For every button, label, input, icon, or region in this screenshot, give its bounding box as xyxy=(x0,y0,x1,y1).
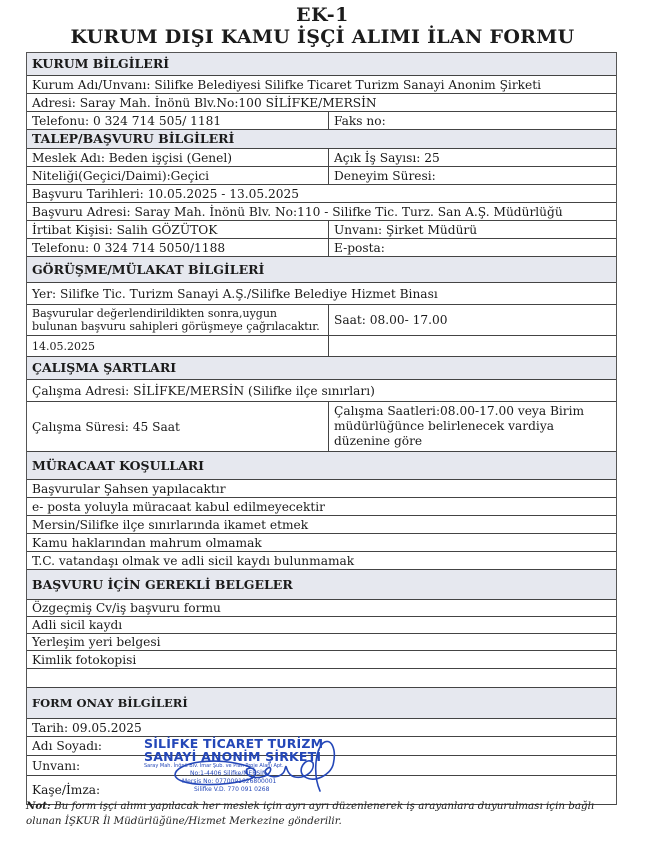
annex-label: EK-1 xyxy=(296,4,349,26)
section-title: KURUM BİLGİLERİ xyxy=(32,56,170,71)
institution-address: Adresi: Saray Mah. İnönü Blv.No:100 SİLİFKE/MERSİN xyxy=(32,95,377,110)
application-dates: Başvuru Tarihleri: 10.05.2025 - 13.05.2025 xyxy=(32,186,300,201)
announcement-form xyxy=(26,52,617,805)
condition-item xyxy=(27,516,616,534)
section-title: GÖRÜŞME/MÜLAKAT BİLGİLERİ xyxy=(32,261,265,277)
application-address: Başvuru Adresi: Saray Mah. İnönü Blv. No:110 - Silifke Tic. Turz. San A.Ş. Müdürlüğü xyxy=(32,204,563,219)
interview-empty-cell xyxy=(329,336,616,356)
work-duration-row xyxy=(27,402,616,452)
condition-item xyxy=(27,552,616,570)
stamp-line: Saray Mah. İnönü Blv. İmar Şub. ve Plan Proje Alanı Apt. xyxy=(144,763,284,769)
section-header-talep xyxy=(27,130,616,149)
kurum-address-row xyxy=(27,94,616,112)
contact-email: E-posta: xyxy=(334,240,385,255)
stamp-line: Mersis No: 0770091026800001 xyxy=(182,778,277,785)
stamp-line: SİLİFKE TİCARET TURİZM xyxy=(144,736,324,751)
condition-text: e- posta yoluyla müracaat kabul edilmeyecektir xyxy=(32,499,325,514)
document-text: Yerleşim yeri belgesi xyxy=(32,635,161,649)
document-text: Özgeçmiş Cv/iş başvuru formu xyxy=(32,601,221,615)
interview-date: 14.05.2025 xyxy=(27,336,329,356)
approval-stamp-signature: Kaşe/İmza: xyxy=(32,783,101,797)
contact-title: Unvanı: Şirket Müdürü xyxy=(334,222,478,237)
condition-text: T.C. vatandaşı olmak ve adli sicil kaydı bulunmamak xyxy=(32,553,355,568)
nature-row xyxy=(27,167,616,185)
application-address-row xyxy=(27,203,616,221)
application-dates-row xyxy=(27,185,616,203)
section-header-onay xyxy=(27,688,616,719)
section-title: TALEP/BAŞVURU BİLGİLERİ xyxy=(32,131,235,146)
document-text: Kimlik fotokopisi xyxy=(32,652,137,667)
contact-phone: Telefonu: 0 324 714 5050/1188 xyxy=(27,239,329,256)
empty-cell xyxy=(27,669,616,687)
work-hours: Çalışma Saatleri:08.00-17.00 veya Birim müdürlüğünce belirlenecek vardiya düzenine göre xyxy=(334,404,585,448)
contact-phone-row xyxy=(27,239,616,257)
interview-date-row xyxy=(27,336,616,357)
interview-place-row xyxy=(27,283,616,305)
contact-row xyxy=(27,221,616,239)
note-text: Bu form işçi alımı yapılacak her meslek için ayrı ayrı düzenlenerek iş arayanlara duyurulması için bağlı olunan İŞKUR İl Müdürlüğüne/Hizmet Merkezine gönderilir. xyxy=(26,800,595,827)
institution-name: Kurum Adı/Unvanı: Silifke Belediyesi Silifke Ticaret Turizm Sanayi Anonim Şirketi xyxy=(32,77,542,92)
document-empty-row xyxy=(27,669,616,688)
approval-date: Tarih: 09.05.2025 xyxy=(32,720,142,735)
document-text: Adli sicil kaydı xyxy=(32,618,123,632)
approval-title: Unvanı: xyxy=(32,758,81,773)
footer-note xyxy=(26,799,616,829)
document-item xyxy=(27,600,616,617)
work-duration: Çalışma Süresi: 45 Saat xyxy=(27,402,329,451)
document-item xyxy=(27,634,616,651)
section-header-calisma xyxy=(27,357,616,380)
interview-time: Saat: 08.00- 17.00 xyxy=(334,313,448,327)
experience-duration: Deneyim Süresi: xyxy=(334,168,436,183)
signature-icon xyxy=(155,735,345,795)
stamp-line: No:1-4406 Silifke/MERSİN xyxy=(190,770,267,777)
condition-text: Mersin/Silifke ilçe sınırlarında ikamet etmek xyxy=(32,517,309,532)
approval-name: Adı Soyadı: xyxy=(32,739,103,753)
interview-info: Başvurular değerlendirildikten sonra,uygun bulunan başvuru sahipleri görüşmeye çağrılacaktır. xyxy=(27,305,329,335)
work-address-row xyxy=(27,380,616,402)
section-header-muracaat xyxy=(27,452,616,480)
interview-info-row xyxy=(27,305,616,336)
stamp-line: Silifke V.D. 770 091 0268 xyxy=(194,786,270,793)
institution-phone: Telefonu: 0 324 714 505/ 1181 xyxy=(27,112,329,129)
condition-text: Başvurular Şahsen yapılacaktır xyxy=(32,481,226,496)
section-header-gorusme xyxy=(27,257,616,283)
document-item xyxy=(27,617,616,634)
section-title: FORM ONAY BİLGİLERİ xyxy=(32,696,188,710)
condition-text: Kamu haklarından mahrum olmamak xyxy=(32,535,262,550)
section-header-belgeler xyxy=(27,570,616,600)
kurum-name-row xyxy=(27,76,616,94)
section-title: MÜRACAAT KOŞULLARI xyxy=(32,457,204,473)
section-header-kurum xyxy=(27,53,616,76)
kurum-phone-row xyxy=(27,112,616,130)
institution-fax: Faks no: xyxy=(334,113,386,128)
occupation-name: Meslek Adı: Beden işçisi (Genel) xyxy=(27,149,329,166)
contact-person: İrtibat Kişisi: Salih GÖZÜTOK xyxy=(27,221,329,238)
interview-place: Yer: Silifke Tic. Turizm Sanayi A.Ş./Silifke Belediye Hizmet Binası xyxy=(32,286,438,301)
work-address: Çalışma Adresi: SİLİFKE/MERSİN (Silifke ilçe sınırları) xyxy=(32,383,375,398)
open-positions: Açık İş Sayısı: 25 xyxy=(334,150,440,165)
stamp-line: SANAYİ ANONİM ŞİRKETİ xyxy=(144,749,322,764)
section-title: BAŞVURU İÇİN GEREKLİ BELGELER xyxy=(32,576,293,592)
note-label: Not: xyxy=(26,800,51,812)
condition-item xyxy=(27,498,616,516)
occupation-row xyxy=(27,149,616,167)
condition-item xyxy=(27,534,616,552)
section-title: ÇALIŞMA ŞARTLARI xyxy=(32,360,177,375)
document-item xyxy=(27,651,616,669)
form-title: KURUM DIŞI KAMU İŞÇİ ALIMI İLAN FORMU xyxy=(70,26,575,48)
job-nature: Niteliği(Geçici/Daimi):Geçici xyxy=(27,167,329,184)
condition-item xyxy=(27,480,616,498)
